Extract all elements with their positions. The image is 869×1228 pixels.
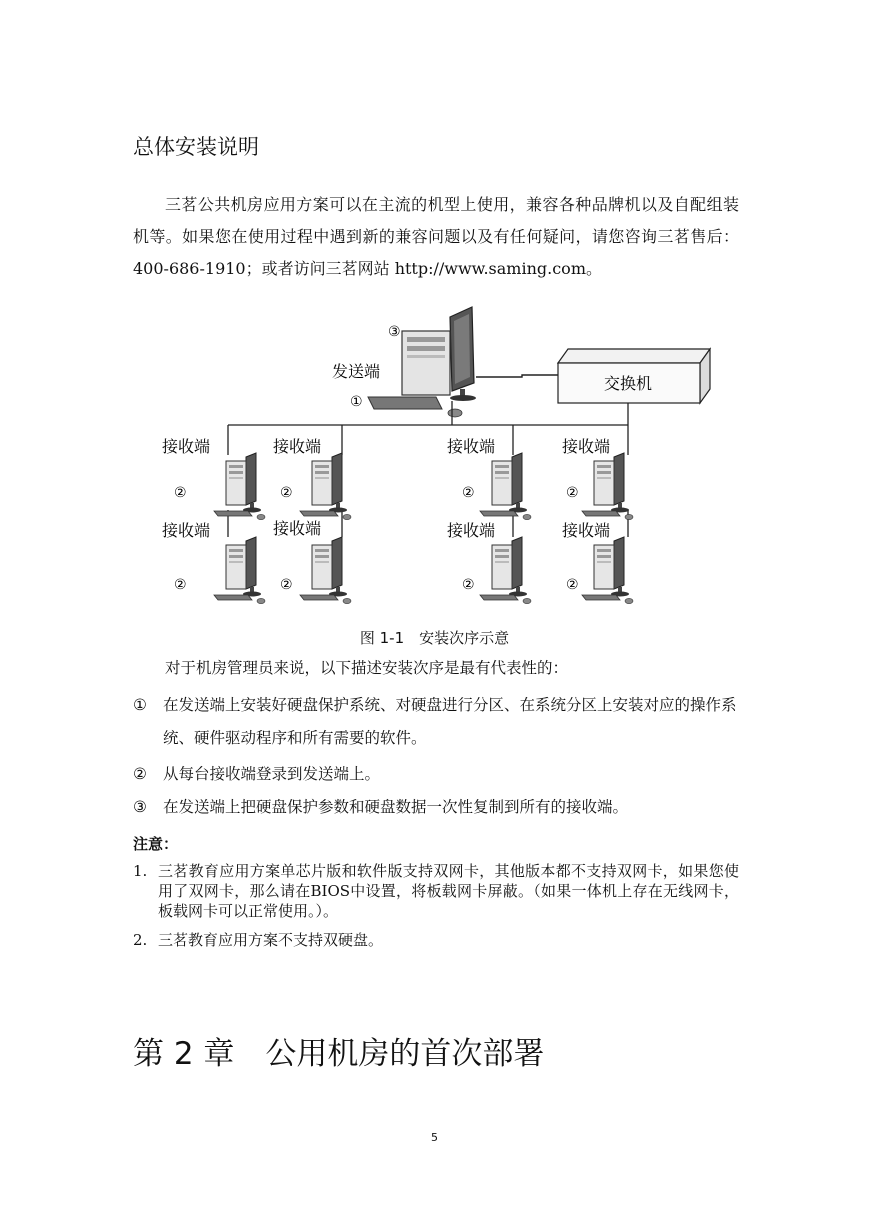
- receiver-computer: [300, 453, 351, 520]
- receiver-computer: [582, 537, 633, 604]
- chapter-title: 第 2 章 公用机房的首次部署: [133, 1036, 545, 1072]
- marker-2: ②: [462, 485, 475, 501]
- figure-caption: 图 1-1 安装次序示意: [359, 629, 510, 647]
- sender-label: 发送端: [332, 362, 381, 381]
- receiver-label: 接收端: [447, 521, 496, 540]
- step-text: 从每台接收端登录到发送端上。: [163, 765, 381, 783]
- marker-1: ①: [350, 394, 363, 410]
- receiver-label: 接收端: [562, 437, 611, 456]
- step-marker: ③: [133, 798, 147, 816]
- marker-3: ③: [388, 324, 401, 340]
- marker-2: ②: [280, 485, 293, 501]
- marker-2: ②: [280, 577, 293, 593]
- install-order-diagram: [150, 305, 720, 620]
- note-item: [133, 930, 739, 950]
- note-text: 三茗教育应用方案单芯片版和软件版支持双网卡，其他版本都不支持双网卡，如果您使用了双网卡，那么请在BIOS中设置，将板载网卡屏蔽。（如果一体机上存在无线网卡，板载网卡可以正常使用。）。: [158, 862, 739, 920]
- marker-2: ②: [174, 485, 187, 501]
- step-item: [133, 758, 739, 791]
- marker-2: ②: [462, 577, 475, 593]
- switch-label: 交换机: [604, 374, 653, 393]
- receiver-computer: [300, 537, 351, 604]
- step-text: 在发送端上把硬盘保护参数和硬盘数据一次性复制到所有的接收端。: [163, 798, 629, 816]
- marker-2: ②: [566, 577, 579, 593]
- step-marker: ①: [133, 696, 147, 714]
- note-text: 三茗教育应用方案不支持双硬盘。: [158, 931, 384, 949]
- receiver-label: 接收端: [162, 437, 211, 456]
- page-number: 5: [431, 1131, 438, 1144]
- receiver-label: 接收端: [447, 437, 496, 456]
- note-number: 1.: [133, 862, 148, 880]
- step-text: 在发送端上安装好硬盘保护系统、对硬盘进行分区、在系统分区上安装对应的操作系统、硬件驱动程序和所有需要的软件。: [163, 696, 737, 747]
- intro-paragraph: 三茗公共机房应用方案可以在主流的机型上使用，兼容各种品牌机以及自配组装机等。如果您在使用过程中遇到新的兼容问题以及有任何疑问，请您咨询三茗售后：400-686-1910；或者访问三茗网站 http://www.saming.com。: [133, 195, 739, 278]
- step-item: [133, 791, 739, 824]
- marker-2: ②: [174, 577, 187, 593]
- receiver-computer: [214, 453, 265, 520]
- step-marker: ②: [133, 765, 147, 783]
- receiver-label: 接收端: [562, 521, 611, 540]
- section-title: 总体安装说明: [133, 135, 259, 159]
- note-title: 注意：: [133, 835, 179, 853]
- steps-intro: 对于机房管理员来说，以下描述安装次序是最有代表性的：: [165, 659, 569, 677]
- note-number: 2.: [133, 931, 148, 949]
- receiver-computer: [480, 453, 531, 520]
- note-item: [133, 861, 739, 921]
- receiver-label: 接收端: [273, 437, 322, 456]
- step-item: [133, 689, 739, 755]
- receiver-label: 接收端: [162, 521, 211, 540]
- receiver-computer: [582, 453, 633, 520]
- receiver-label: 接收端: [273, 519, 322, 538]
- sender-computer: [368, 307, 476, 417]
- marker-2: ②: [566, 485, 579, 501]
- receiver-computer: [214, 537, 265, 604]
- receiver-computer: [480, 537, 531, 604]
